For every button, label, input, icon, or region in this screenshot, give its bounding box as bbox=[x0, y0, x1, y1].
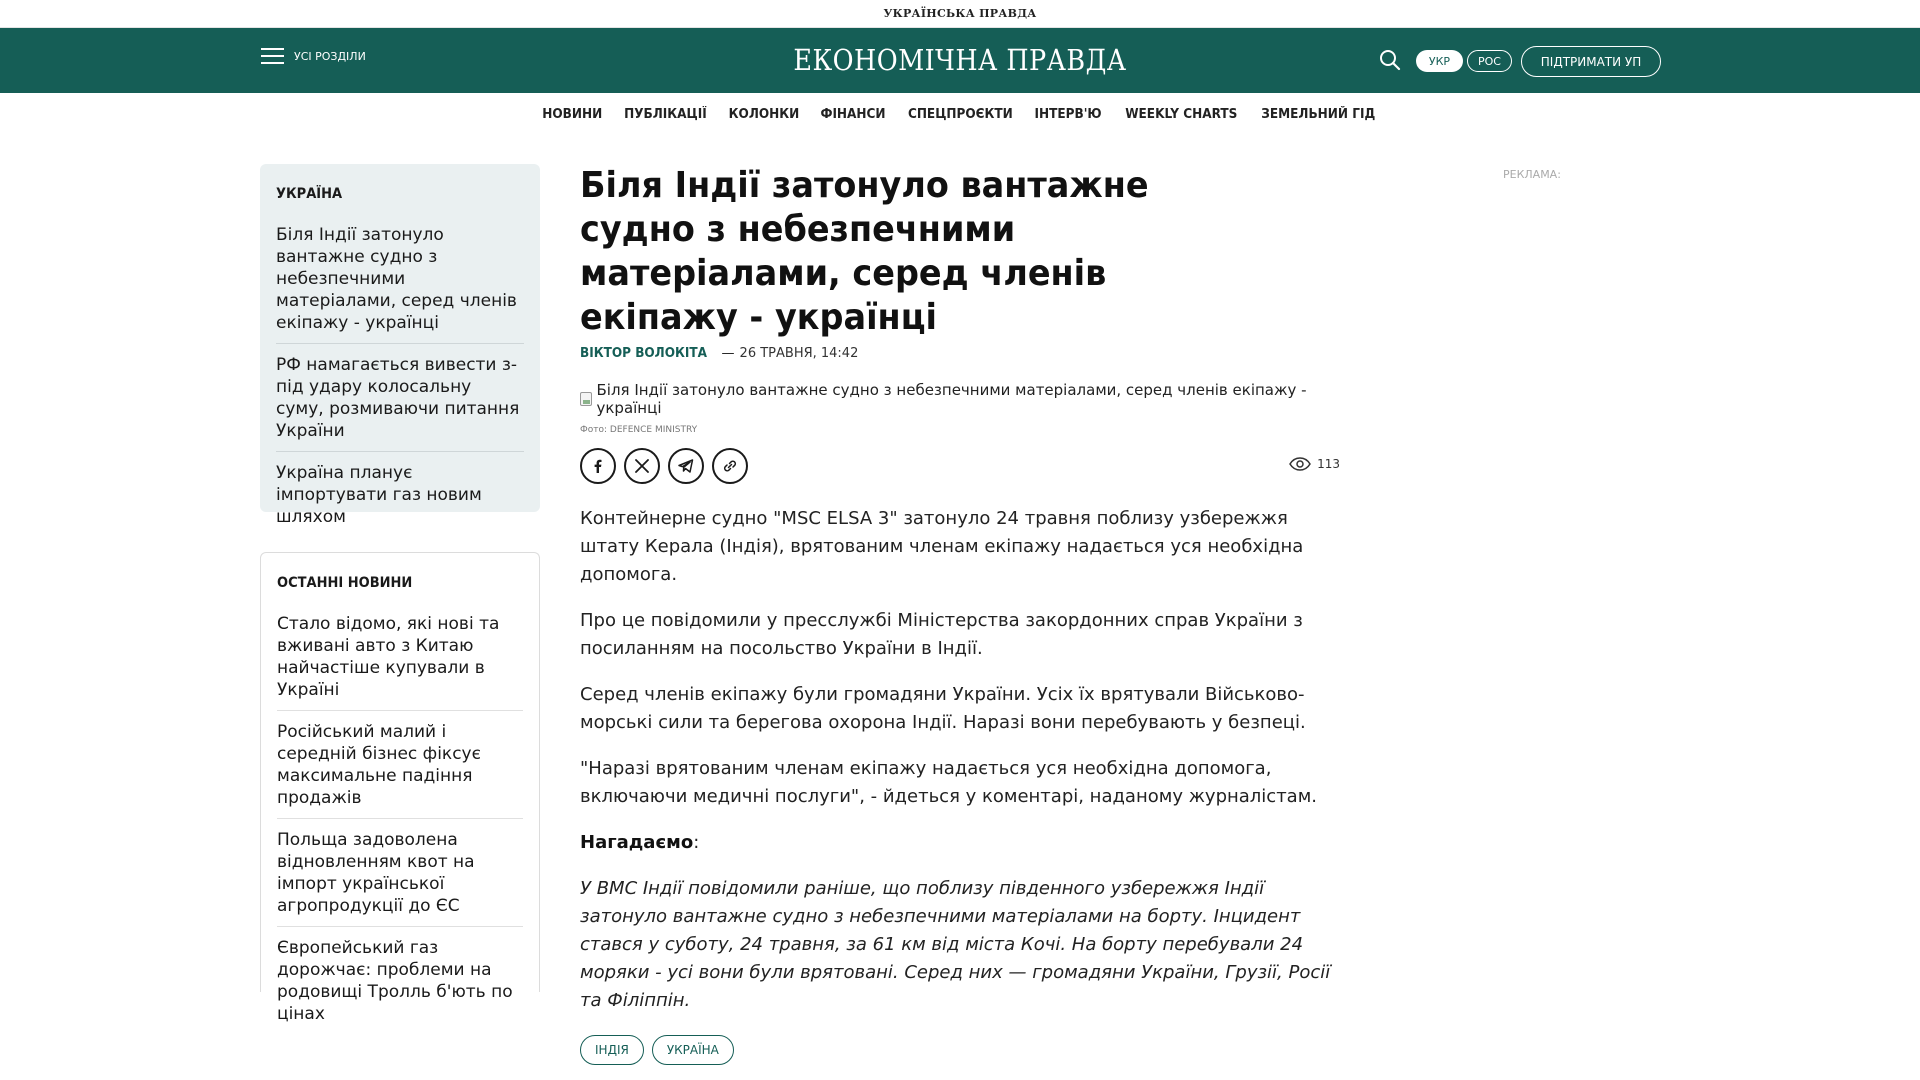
article bbox=[580, 164, 1340, 1065]
latest-news-item[interactable]: Російський малий і середній бізнес фіксує максимальне падіння продажів bbox=[277, 711, 523, 819]
article-title: Біля Індії затонуло вантажне судно з небезпечними матеріалами, серед членів екіпажу - українці bbox=[580, 165, 1149, 338]
views-counter bbox=[1289, 457, 1340, 471]
views-count: 113 bbox=[1317, 457, 1340, 471]
facebook-icon bbox=[590, 458, 606, 474]
article-image-alt: Біля Індії затонуло вантажне судно з небезпечними матеріалами, серед членів екіпажу - українці bbox=[596, 381, 1307, 417]
latest-news-item[interactable]: Стало відомо, які нові та вживані авто з Китаю найчастіше купували в Україні bbox=[277, 603, 523, 711]
sidebar-ukraine-item[interactable]: Україна планує імпортувати газ новим шляхом bbox=[276, 463, 482, 527]
nav-item-interview[interactable]: ІНТЕРВ'Ю bbox=[1034, 106, 1103, 122]
nav-item-specprojects[interactable]: СПЕЦПРОЄКТИ bbox=[907, 106, 1013, 122]
x-icon bbox=[634, 458, 650, 474]
broken-image-icon bbox=[580, 392, 592, 406]
nav-item-weekly-charts[interactable]: WEEKLY CHARTS bbox=[1124, 106, 1237, 122]
reminder-text: У ВМС Індії повідомили раніше, що поблизу південного узбережжя Індії затонуло вантажне судно з небезпечними матеріалами на борту. Інцидент стався у суботу, 24 травня, за 61 км від міста Кочі. На борту перебували 24 моряки - усі вони були врятовані. Серед них — громадяни України, Грузії, Росії та Філіппін. bbox=[580, 878, 1331, 1011]
article-tags bbox=[580, 1035, 1340, 1065]
nav-item-publications[interactable]: ПУБЛІКАЦІЇ bbox=[624, 106, 707, 122]
tag-india[interactable]: ІНДІЯ bbox=[580, 1035, 644, 1065]
article-paragraph: Про це повідомили у пресслужбі Міністерства закордонних справ України з посиланням на посольство України в Індії. bbox=[580, 610, 1303, 659]
reminder-label: Нагадаємо bbox=[580, 832, 694, 853]
sidebar-ukraine bbox=[260, 164, 540, 527]
telegram-share-button[interactable] bbox=[668, 448, 704, 484]
tag-ukraine[interactable]: УКРАЇНА bbox=[652, 1035, 734, 1065]
reminder-colon: : bbox=[693, 832, 700, 853]
facebook-share-button[interactable] bbox=[580, 448, 616, 484]
support-button[interactable]: ПІДТРИМАТИ УП bbox=[1521, 46, 1661, 77]
photo-credit: Фото: DEFENCE MINISTRY bbox=[580, 425, 698, 435]
site-header bbox=[0, 28, 1920, 93]
article-paragraph: "Наразі врятованим членам екіпажу надається уся необхідна допомога, включаючи медичні послуги", - йдеться у коментарі, наданому журналістам. bbox=[580, 758, 1318, 807]
sidebar-ukraine-item[interactable]: Біля Індії затонуло вантажне судно з небезпечними матеріалами, серед членів екіпажу - українці bbox=[276, 214, 524, 344]
x-share-button[interactable] bbox=[624, 448, 660, 484]
article-paragraph: Контейнерне судно "MSC ELSA 3" затонуло 24 травня поблизу узбережжя штату Керала (Індія), врятованим членам екіпажу надається уся необхідна допомога. bbox=[580, 508, 1304, 585]
nav-item-news[interactable]: НОВИНИ bbox=[542, 106, 603, 122]
lang-ros-button[interactable]: РОС bbox=[1467, 50, 1512, 72]
ad-label: РЕКЛАМА: bbox=[1503, 168, 1561, 181]
article-meta bbox=[580, 346, 1340, 361]
article-date: 26 ТРАВНЯ, 14:42 bbox=[739, 346, 859, 361]
nav-item-columns[interactable]: КОЛОНКИ bbox=[728, 106, 800, 122]
all-sections-label: УСІ РОЗДІЛИ bbox=[294, 49, 366, 63]
latest-news-item[interactable]: Польща задоволена відновленням квот на імпорт української агропродукції до ЄС bbox=[277, 819, 523, 927]
search-icon[interactable] bbox=[1378, 48, 1402, 72]
latest-news-item[interactable]: Європейський газ дорожчає: проблеми на родовищі Тролль б'ють по цінах bbox=[277, 938, 513, 1024]
reminder-line bbox=[580, 829, 1340, 857]
telegram-icon bbox=[677, 457, 695, 475]
sidebar-ukraine-title[interactable]: УКРАЇНА bbox=[276, 186, 343, 202]
lang-ukr-button[interactable]: УКР bbox=[1416, 50, 1463, 72]
site-logo[interactable]: ЕКОНОМІЧНА ПРАВДА bbox=[793, 43, 1127, 77]
nav-item-finance[interactable]: ФІНАНСИ bbox=[820, 106, 886, 122]
up-logo[interactable]: УКРАЇНСЬКА ПРАВДА bbox=[883, 7, 1037, 20]
article-image bbox=[580, 381, 1340, 417]
eye-icon bbox=[1289, 457, 1311, 471]
copy-link-button[interactable] bbox=[712, 448, 748, 484]
link-icon bbox=[721, 457, 739, 475]
article-paragraph: Серед членів екіпажу були громадяни України. Усіх їх врятували Військово-морські сили та берегова охорона Індії. Наразі вони перебувають у безпеці. bbox=[580, 684, 1306, 733]
share-bar bbox=[580, 447, 1340, 485]
sidebar-latest-news bbox=[260, 552, 540, 1024]
sidebar-ukraine-item[interactable]: РФ намагається вивести з-під удару колосальну суму, розмиваючи питання України bbox=[276, 344, 524, 452]
top-brand-bar bbox=[0, 0, 1920, 28]
article-author[interactable]: ВІКТОР ВОЛОКІТА bbox=[580, 346, 707, 361]
nav-item-land-guide[interactable]: ЗЕМЕЛЬНИЙ ГІД bbox=[1261, 106, 1376, 122]
main-nav bbox=[0, 93, 1920, 135]
meta-separator: — bbox=[721, 346, 735, 361]
sidebar-latest-title[interactable]: ОСТАННІ НОВИНИ bbox=[277, 575, 413, 591]
